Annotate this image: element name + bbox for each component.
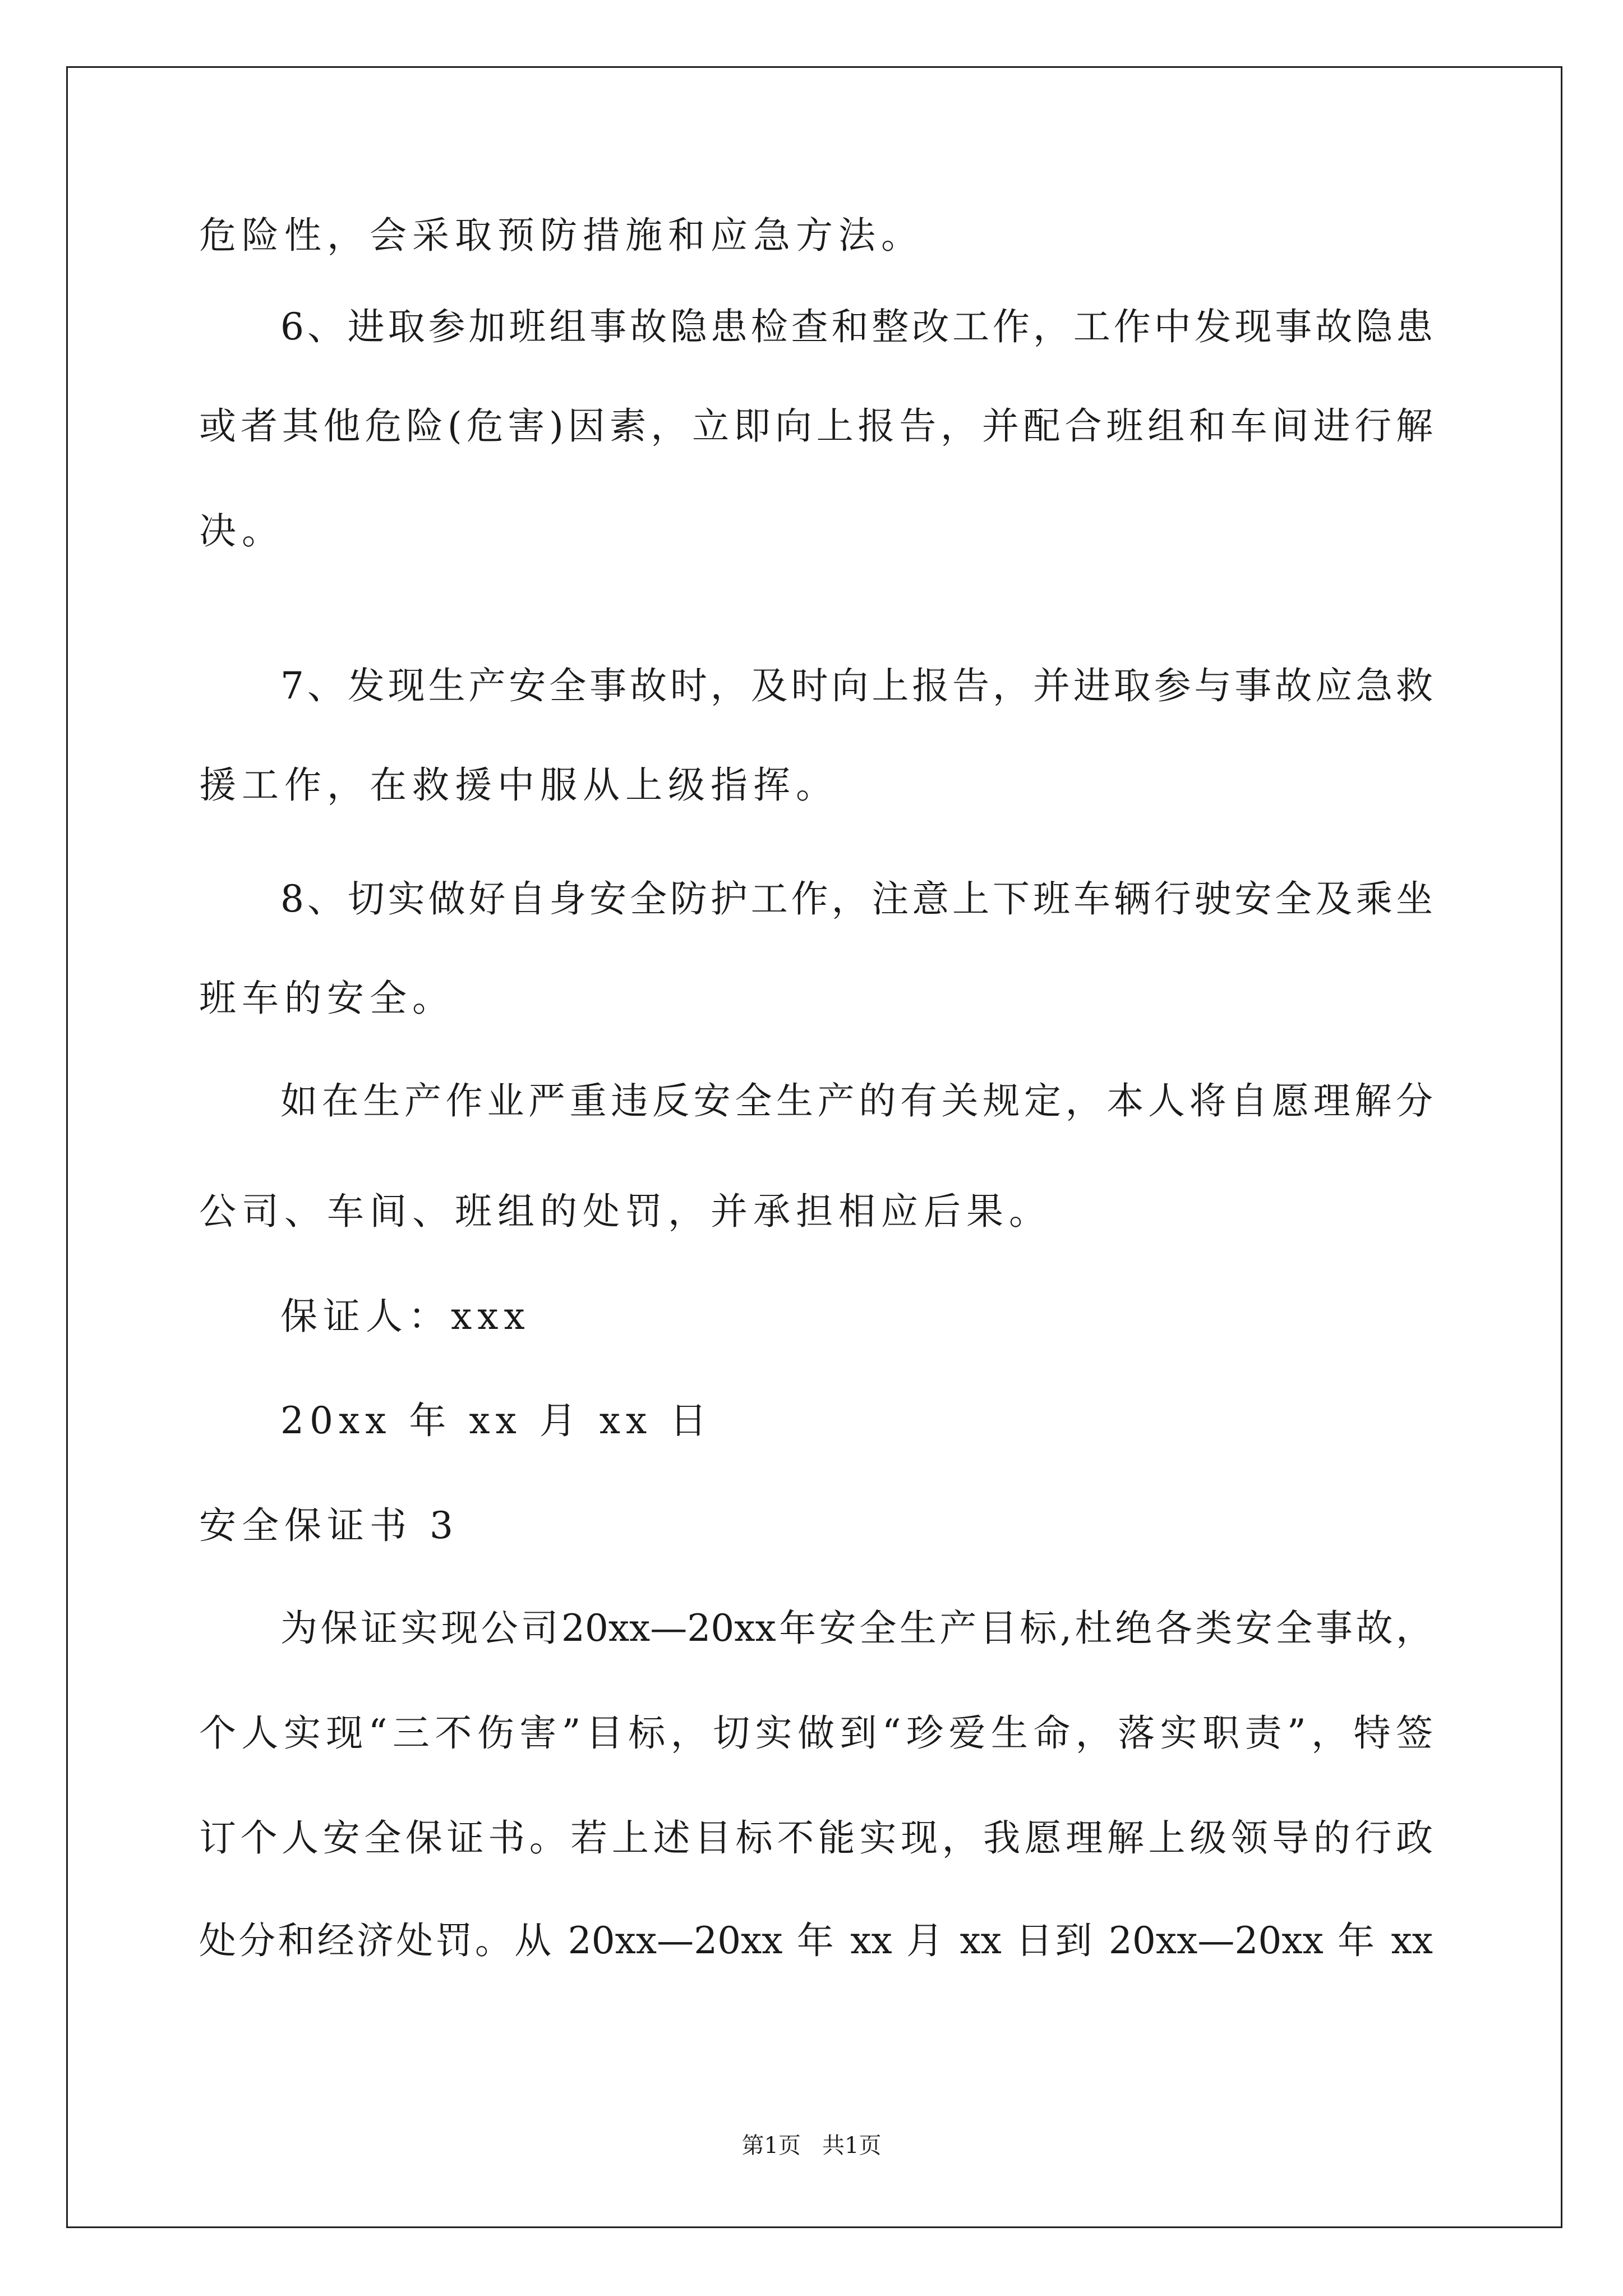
paragraph-line: 订个人安全保证书。若上述目标不能实现，我愿理解上级领导的行政: [199, 1816, 1433, 1860]
paragraph-line: 决。: [199, 509, 284, 553]
section-heading: 安全保证书 3: [199, 1504, 459, 1547]
paragraph-line: 个人实现“三不伤害”目标，切实做到“珍爱生命，落实职责”，特签: [199, 1711, 1433, 1755]
paragraph-line: 班车的安全。: [199, 977, 455, 1020]
paragraph-line: 公司、车间、班组的处罚，并承担相应后果。: [199, 1190, 1052, 1233]
signer-line: 保证人：xxx: [280, 1295, 531, 1338]
paragraph-line: 援工作，在救援中服从上级指挥。: [199, 763, 838, 807]
paragraph-line: 处分和经济处罚。从 20xx—20xx 年 xx 月 xx 日到 20xx—20xx 年 xx: [199, 1919, 1433, 1962]
paragraph-line: 8、切实做好自身安全防护工作，注意上下班车辆行驶安全及乘坐: [280, 877, 1433, 921]
page-number-footer: 第1页 共1页: [741, 2133, 882, 2159]
paragraph-line: 6、进取参加班组事故隐患检查和整改工作，工作中发现事故隐患: [280, 305, 1433, 348]
paragraph-line: 或者其他危险(危害)因素，立即向上报告，并配合班组和车间进行解: [199, 404, 1433, 448]
page-border: [66, 66, 1562, 2228]
date-line: 20xx 年 xx 月 xx 日: [280, 1399, 713, 1442]
paragraph-line: 为保证实现公司20xx—20xx年安全生产目标,杜绝各类安全事故，: [280, 1607, 1433, 1650]
paragraph-line: 7、发现生产安全事故时，及时向上报告，并进取参与事故应急救: [280, 664, 1433, 707]
paragraph-line: 危险性，会采取预防措施和应急方法。: [199, 214, 924, 257]
paragraph-line: 如在生产作业严重违反安全生产的有关规定，本人将自愿理解分: [280, 1079, 1433, 1122]
